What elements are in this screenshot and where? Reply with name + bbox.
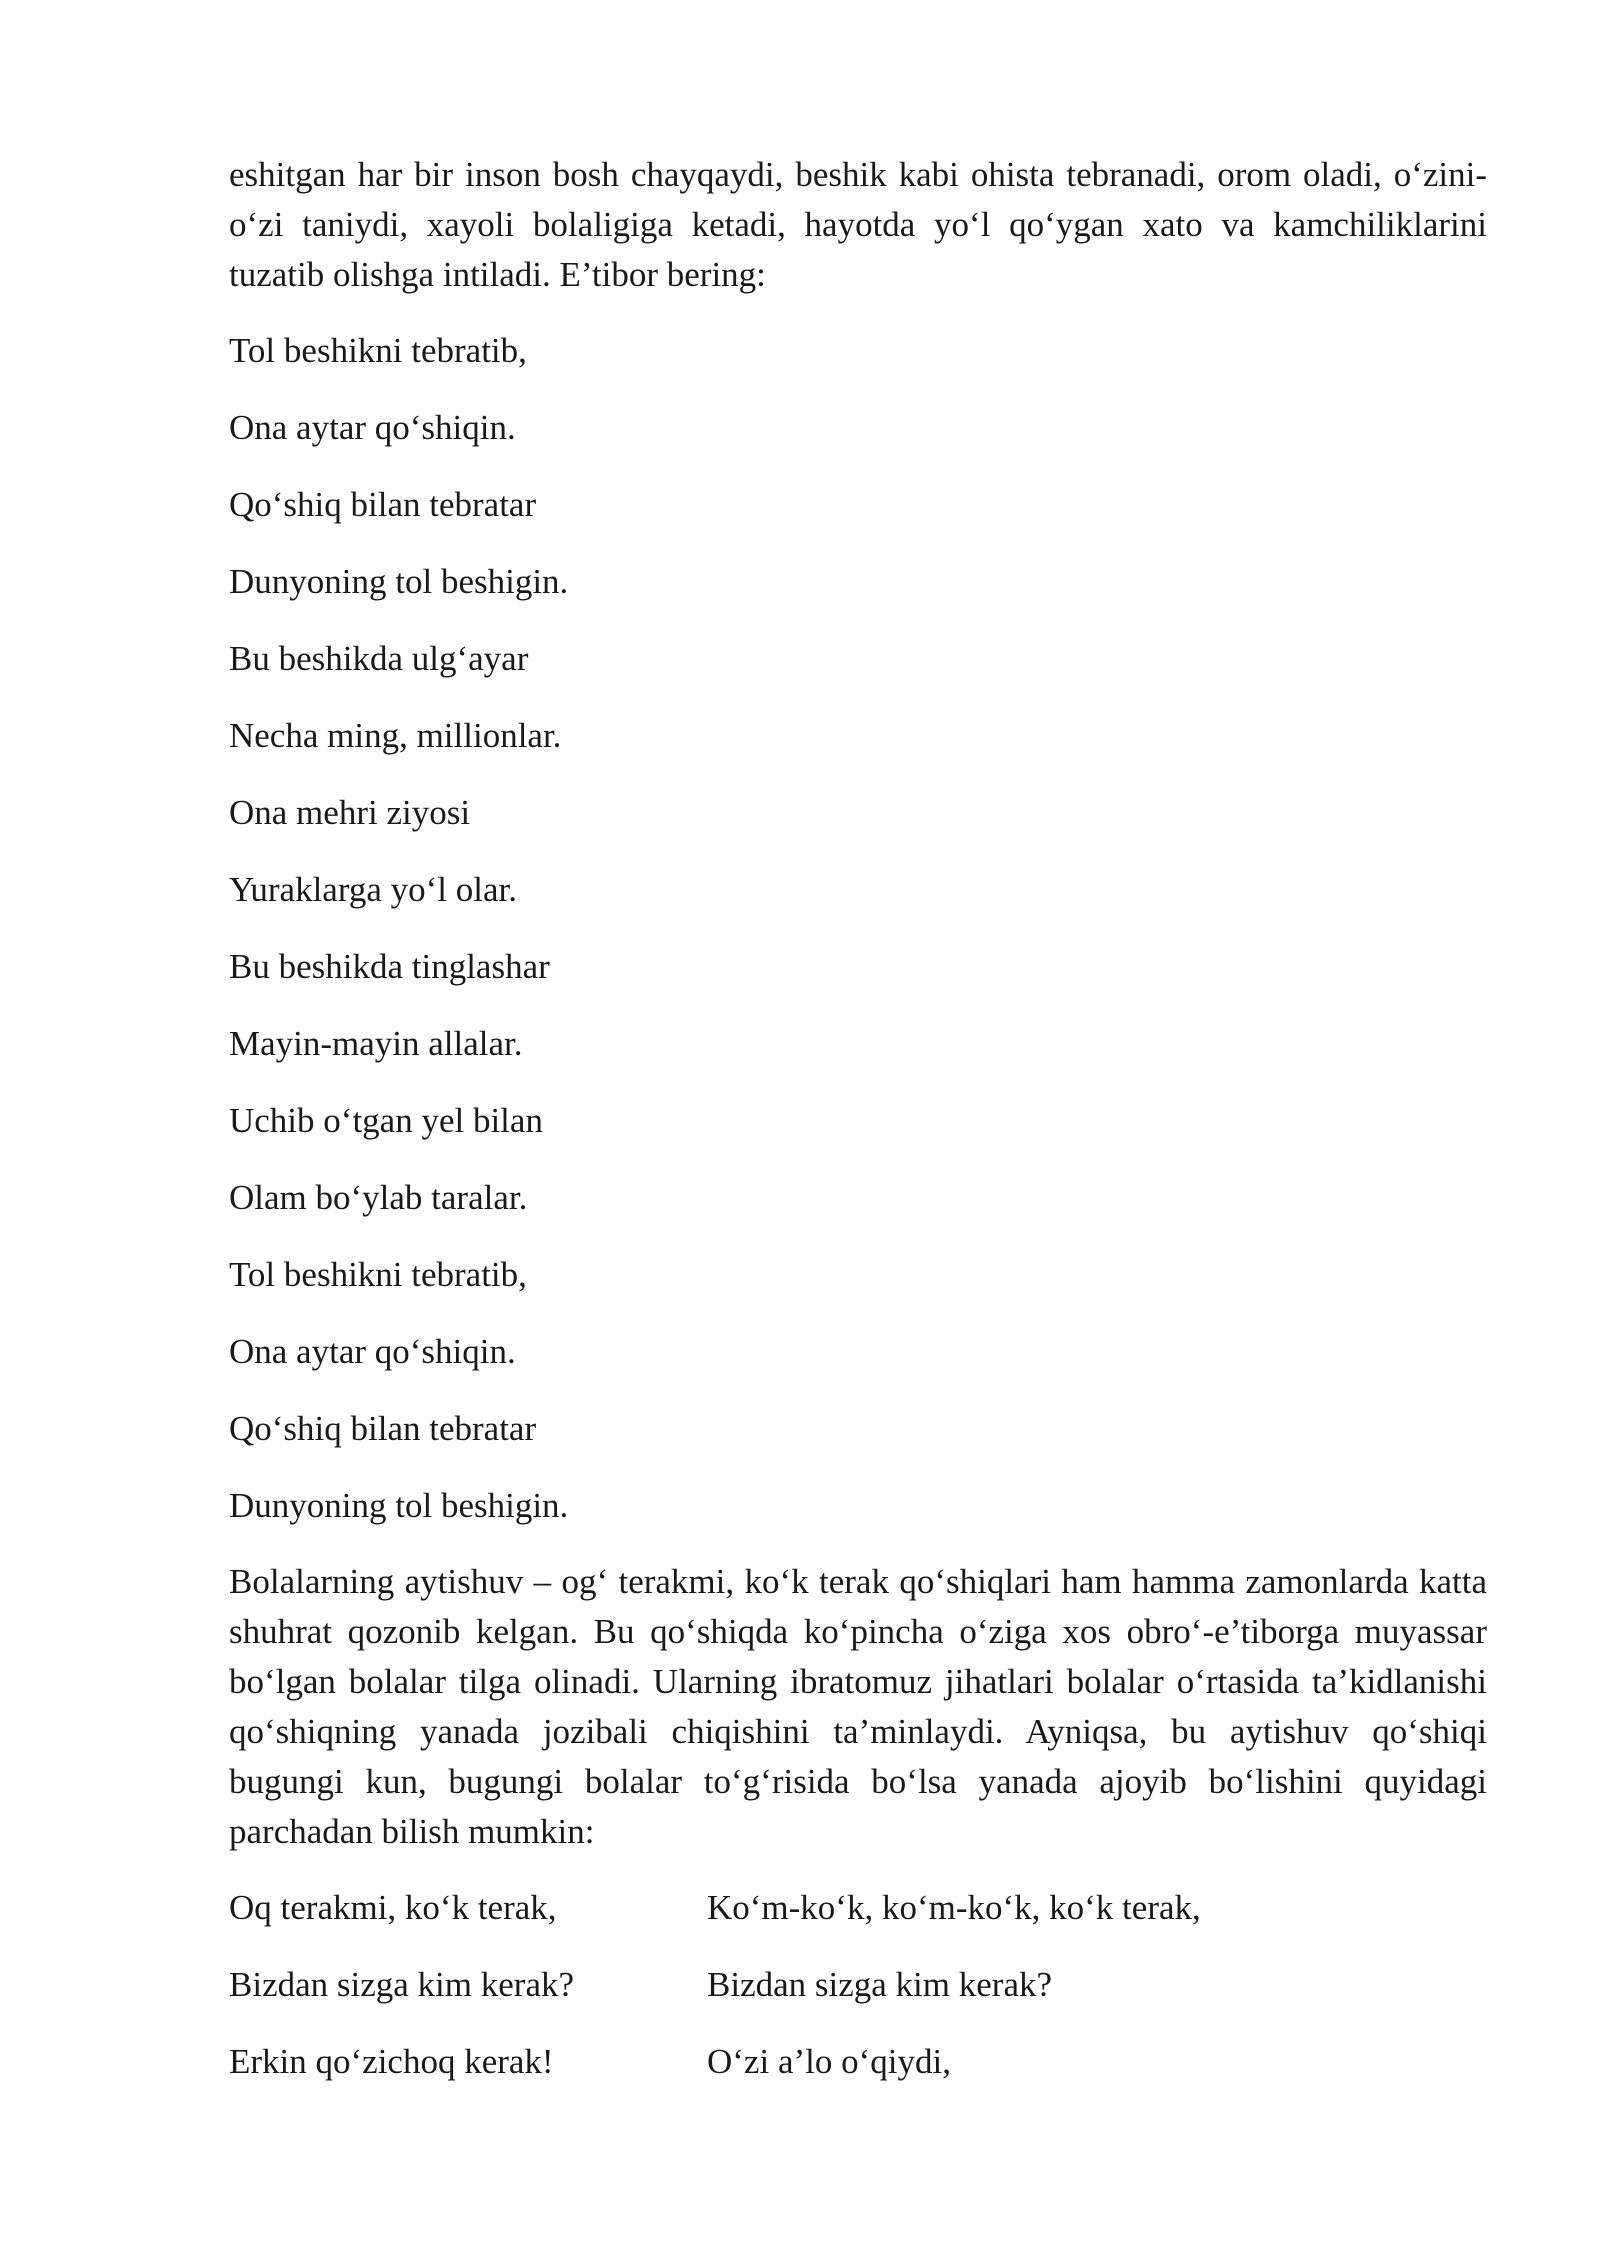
dialogue-row: [229, 2037, 1487, 2114]
poem-line: Bu beshikda ulg‘ayar: [229, 639, 529, 678]
poem-line: Tol beshikni tebratib,: [229, 1255, 527, 1294]
dialogue-left-line: Bizdan sizga kim kerak?: [229, 1965, 575, 2004]
poem-line: Ona mehri ziyosi: [229, 793, 471, 832]
dialogue-right-line: Bizdan sizga kim kerak?: [707, 1965, 1053, 2004]
dialogue-right-line: O‘zi a’lo o‘qiydi,: [707, 2042, 951, 2081]
document-page: [229, 150, 1487, 2114]
poem-line: Uchib o‘tgan yel bilan: [229, 1101, 543, 1140]
poem-line: Necha ming, millionlar.: [229, 716, 562, 755]
poem-line: Ona aytar qo‘shiqin.: [229, 408, 516, 447]
poem-block: [229, 326, 1487, 1557]
poem-line: Mayin-mayin allalar.: [229, 1024, 523, 1063]
dialogue-verse: [229, 1883, 1487, 2114]
dialogue-right-line: Ko‘m-ko‘k, ko‘m-ko‘k, ko‘k terak,: [707, 1888, 1201, 1927]
poem-line: Qo‘shiq bilan tebratar: [229, 1409, 537, 1448]
poem-line: Ona aytar qo‘shiqin.: [229, 1332, 516, 1371]
poem-line: Olam bo‘ylab taralar.: [229, 1178, 528, 1217]
poem-line: Dunyoning tol beshigin.: [229, 562, 569, 601]
dialogue-row: [229, 1883, 1487, 1960]
intro-paragraph: eshitgan har bir inson bosh chayqaydi, beshik kabi ohista tebranadi, orom oladi, o‘zini-o‘zi taniydi, xayoli bolaligiga ketadi, hayotda yo‘l qo‘ygan xato va kamchiliklarini tuzatib olishga intiladi. E’tibor bering:: [229, 155, 1487, 294]
dialogue-left-line: Erkin qo‘zichoq kerak!: [229, 2042, 554, 2081]
body-paragraph: Bolalarning aytishuv – og‘ terakmi, ko‘k terak qo‘shiqlari ham hamma zamonlarda katta shuhrat qozonib kelgan. Bu qo‘shiqda ko‘pincha o‘ziga xos obro‘-e’tiborga muyassar bo‘lgan bolalar tilga olinadi. Ularning ibratomuz jihatlari bolalar o‘rtasida ta’kidlanishi qo‘shiqning yanada jozibali chiqishini ta’minlaydi. Ayniqsa, bu aytishuv qo‘shiqi bugungi kun, bugungi bolalar to‘g‘risida bo‘lsa yanada ajoyib bo‘lishini quyidagi parchadan bilish mumkin:: [229, 1562, 1487, 1851]
dialogue-row: [229, 1960, 1487, 2037]
dialogue-left-line: Oq terakmi, ko‘k terak,: [229, 1888, 557, 1927]
poem-line: Qo‘shiq bilan tebratar: [229, 485, 537, 524]
poem-line: Tol beshikni tebratib,: [229, 331, 527, 370]
poem-line: Bu beshikda tinglashar: [229, 947, 550, 986]
poem-line: Dunyoning tol beshigin.: [229, 1486, 569, 1525]
poem-line: Yuraklarga yo‘l olar.: [229, 870, 518, 909]
